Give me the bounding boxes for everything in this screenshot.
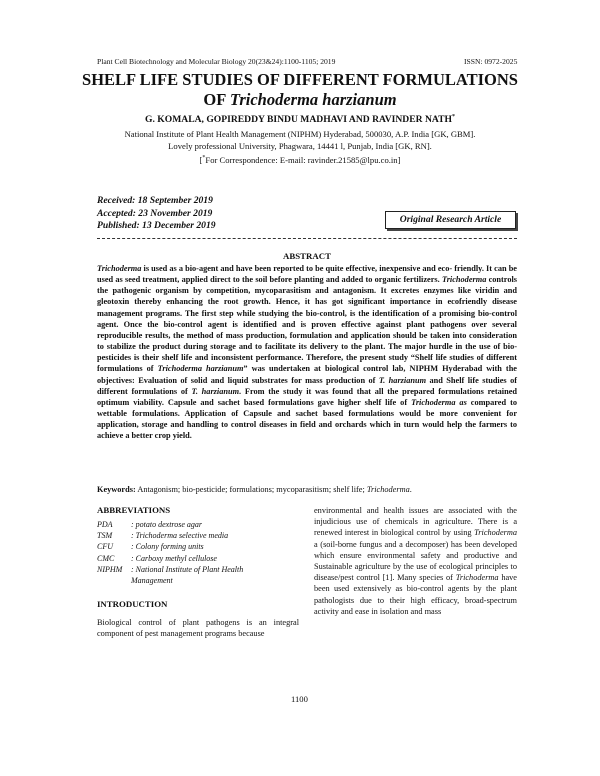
introduction-heading: INTRODUCTION xyxy=(97,599,168,609)
abbr-row: NIPHM : National Institute of Plant Health Management xyxy=(97,564,244,586)
abbreviations-heading: ABBREVIATIONS xyxy=(97,505,171,515)
issn-header: ISSN: 0972-2025 xyxy=(464,57,518,66)
paper-title-line2: OF Trichoderma harzianum xyxy=(203,90,397,109)
abbreviations-list xyxy=(97,519,281,586)
journal-header: Plant Cell Biotechnology and Molecular Biology 20(23&24):1100-1105; 2019 xyxy=(97,57,336,66)
authors: G. KOMALA, GOPIREDDY BINDU MADHAVI AND RAVINDER NATH* xyxy=(145,114,455,126)
paper-title-line1: SHELF LIFE STUDIES OF DIFFERENT FORMULATIONS xyxy=(82,70,518,89)
introduction-text: Biological control of plant pathogens is an integral component of pest management programs because xyxy=(97,618,299,639)
page-number: 1100 xyxy=(291,694,308,704)
abstract-body: Trichoderma is used as a bio-agent and have been reported to be quite effective, inexpensive and eco- friendly. It can be used as seed treatment, applied direct to the soil before planting and added to organic fertilizers. Trichoderma controls the pathogenic organism by competition, mycoparasitism and antagonism. It excretes enzymes like viridin and gleotoxin thereby enhancing the root growth. Hence, it has got significant importance in ecofriendly disease management programs. The first step while studying the bio-control, is the identification of a promising bio-control agent. Once the bio-control agent is identified and is proven effective against plant pathogens over several reproducible results, the method of mass production, formulation and application should be taken into consideration to stabilize the product during storage and to facilitate its delivery to the plant. The major hurdle in the use of bio-pesticides is their shelf life and inconsistent performance. Therefore, the present study “Shelf life studies of different formulations of Trichoderma harzianum” was undertaken at biological control lab, NIPHM Hyderabad with the objectives: Evaluation of solid and liquid substrates for mass production of T. harzianum and Shelf life studies of different formulations of T. harzianum. From the study it was found that all the prepared formulations retained optimum viability. Capsule and sachet based formulations gave higher shelf life of Trichoderma as compared to wettable formulations. Application of Capsule and sachet based formulations would be more convenient for application, storage and handling to control diseases in field and orchards which in turn would help the farmers to achieve a better crop yield. xyxy=(97,264,518,441)
keywords: Keywords: Antagonism; bio-pesticide; formulations; mycoparasitism; shelf life; Trichoderma. xyxy=(97,485,412,494)
abbr-row: TSM : Trichoderma selective media xyxy=(97,531,229,541)
right-column-text: environmental and health issues are associated with the injudicious use of chemicals in agriculture. There is a renewed interest in biological control by using Trichoderma a (soil-borne fungus and a decomposer) has been developed which ensure environmental safety and productive and Sustainable agriculture by the use of ecological principles to disease/pest control [1]. Many species of Trichoderma have been used extensively as bio-control agents by the plant pathologists due to their high efficacy, broad-spectrum activity and ease in isolation and mass xyxy=(314,506,517,616)
affiliation-2: Lovely professional University, Phagwara, 14441 l, Punjab, India [GK, RN]. xyxy=(168,141,432,151)
abbr-row: CMC : Carboxy methyl cellulose xyxy=(97,553,217,563)
date-published: Published: 13 December 2019 xyxy=(97,220,216,231)
article-type-badge: Original Research Article xyxy=(385,211,516,229)
date-accepted: Accepted: 23 November 2019 xyxy=(97,207,213,219)
divider xyxy=(97,238,517,239)
abstract-heading: ABSTRACT xyxy=(283,251,331,261)
date-received: Received: 18 September 2019 xyxy=(97,195,213,206)
abbr-row: PDA : potato dextrose agar xyxy=(97,520,203,529)
correspondence: [*For Correspondence: E-mail: ravinder.21585@lpu.co.in] xyxy=(199,154,401,165)
affiliation-1: National Institute of Plant Health Management (NIPHM) Hyderabad, 500030, A.P. India [GK, GBM]. xyxy=(124,129,476,139)
abbr-row: CFU : Colony forming units xyxy=(97,542,204,552)
